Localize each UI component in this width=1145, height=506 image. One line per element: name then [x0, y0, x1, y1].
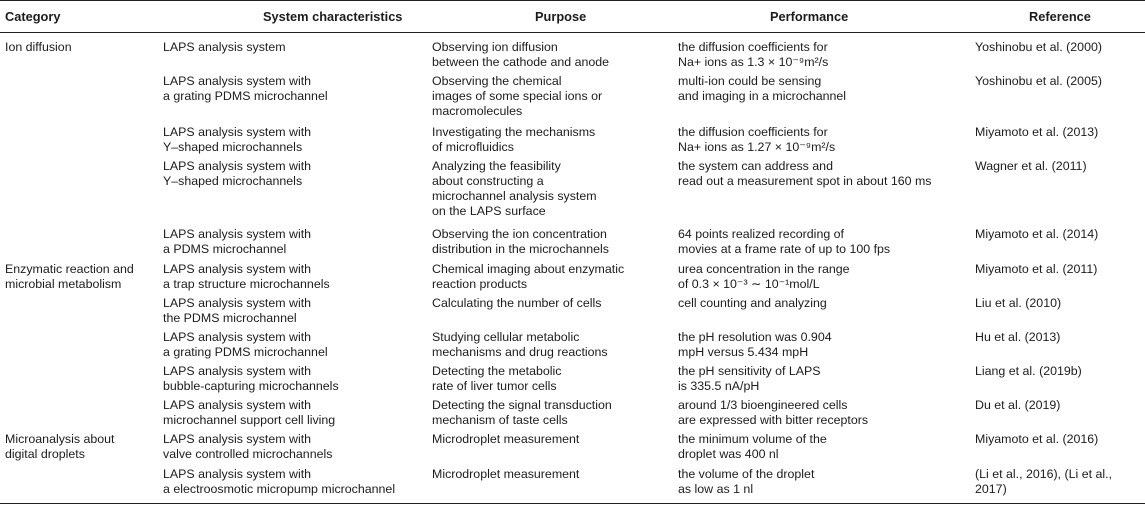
row-1-reference: Yoshinobu et al. (2005): [975, 74, 1102, 88]
row-8-reference: Liang et al. (2019b): [975, 364, 1082, 378]
row-3-performance: the system can address and read out a measurement spot in about 160 ms: [678, 159, 932, 188]
row-10-purpose: Microdroplet measurement: [432, 432, 580, 446]
row-10-category: Microanalysis about digital droplets: [5, 432, 115, 461]
row-9-performance: around 1/3 bioengineered cells are expressed with bitter receptors: [678, 398, 869, 427]
header-rule: [0, 32, 1145, 33]
row-0-system: LAPS analysis system: [163, 40, 286, 54]
row-9-reference: Du et al. (2019): [975, 398, 1061, 412]
row-7-purpose: Studying cellular metabolic mechanisms and drug reactions: [432, 330, 608, 359]
row-0-reference: Yoshinobu et al. (2000): [975, 40, 1102, 54]
row-5-category: Enzymatic reaction and microbial metabolism: [5, 262, 134, 291]
row-0-purpose: Observing ion diffusion between the cathode and anode: [432, 40, 610, 69]
row-5-reference: Miyamoto et al. (2011): [975, 262, 1098, 276]
row-7-reference: Hu et al. (2013): [975, 330, 1061, 344]
header-system-characteristics: System characteristics: [263, 9, 403, 24]
row-6-reference: Liu et al. (2010): [975, 296, 1062, 310]
row-8-performance: the pH sensitivity of LAPS is 335.5 nA/pH: [678, 364, 821, 393]
row-8-system: LAPS analysis system with bubble-capturing microchannels: [163, 364, 339, 393]
header-reference: Reference: [1029, 9, 1091, 24]
row-6-system: LAPS analysis system with the PDMS microchannel: [163, 296, 312, 325]
header-purpose: Purpose: [535, 9, 587, 24]
row-0-category: Ion diffusion: [5, 40, 72, 54]
row-5-system: LAPS analysis system with a trap structure microchannels: [163, 262, 330, 291]
row-4-reference: Miyamoto et al. (2014): [975, 227, 1099, 241]
row-7-performance: the pH resolution was 0.904 mpH versus 5.434 mpH: [678, 330, 832, 359]
row-5-performance: urea concentration in the range of 0.3 × 10⁻³ ∼ 10⁻¹mol/L: [678, 262, 850, 291]
table-bottom-rule: [0, 503, 1145, 504]
row-2-system: LAPS analysis system with Y–shaped microchannels: [163, 125, 312, 154]
row-0-performance: the diffusion coefficients for Na+ ions as 1.3 × 10⁻⁹m²/s: [678, 40, 829, 69]
row-10-performance: the minimum volume of the droplet was 400 nl: [678, 432, 827, 461]
row-10-system: LAPS analysis system with valve controlled microchannels: [163, 432, 333, 461]
row-9-purpose: Detecting the signal transduction mechanism of taste cells: [432, 398, 612, 427]
row-8-purpose: Detecting the metabolic rate of liver tumor cells: [432, 364, 562, 393]
row-3-system: LAPS analysis system with Y–shaped microchannels: [163, 159, 312, 188]
header-performance: Performance: [770, 9, 849, 24]
row-6-purpose: Calculating the number of cells: [432, 296, 602, 310]
row-1-performance: multi-ion could be sensing and imaging in a microchannel: [678, 74, 847, 103]
row-2-purpose: Investigating the mechanisms of microfluidics: [432, 125, 596, 154]
row-2-performance: the diffusion coefficients for Na+ ions as 1.27 × 10⁻⁹m²/s: [678, 125, 836, 154]
row-3-purpose: Analyzing the feasibility about constructing a microchannel analysis system on the LAPS surface: [432, 159, 597, 218]
row-11-reference: (Li et al., 2016), (Li et al., 2017): [975, 467, 1113, 496]
row-3-reference: Wagner et al. (2011): [975, 159, 1087, 173]
table-top-rule: [0, 0, 1145, 1]
row-7-system: LAPS analysis system with a grating PDMS microchannel: [163, 330, 328, 359]
row-6-performance: cell counting and analyzing: [678, 296, 827, 310]
row-4-system: LAPS analysis system with a PDMS microchannel: [163, 227, 312, 256]
row-4-performance: 64 points realized recording of movies at a frame rate of up to 100 fps: [678, 227, 891, 256]
row-1-system: LAPS analysis system with a grating PDMS microchannel: [163, 74, 328, 103]
row-1-purpose: Observing the chemical images of some special ions or macromolecules: [432, 74, 603, 118]
row-4-purpose: Observing the ion concentration distribution in the microchannels: [432, 227, 610, 256]
row-11-purpose: Microdroplet measurement: [432, 467, 580, 481]
row-5-purpose: Chemical imaging about enzymatic reaction products: [432, 262, 625, 291]
row-10-reference: Miyamoto et al. (2016): [975, 432, 1099, 446]
row-2-reference: Miyamoto et al. (2013): [975, 125, 1099, 139]
row-9-system: LAPS analysis system with microchannel support cell living: [163, 398, 336, 427]
row-11-performance: the volume of the droplet as low as 1 nl: [678, 467, 815, 496]
header-category: Category: [5, 9, 61, 24]
row-11-system: LAPS analysis system with a electroosmotic micropump microchannel: [163, 467, 396, 496]
